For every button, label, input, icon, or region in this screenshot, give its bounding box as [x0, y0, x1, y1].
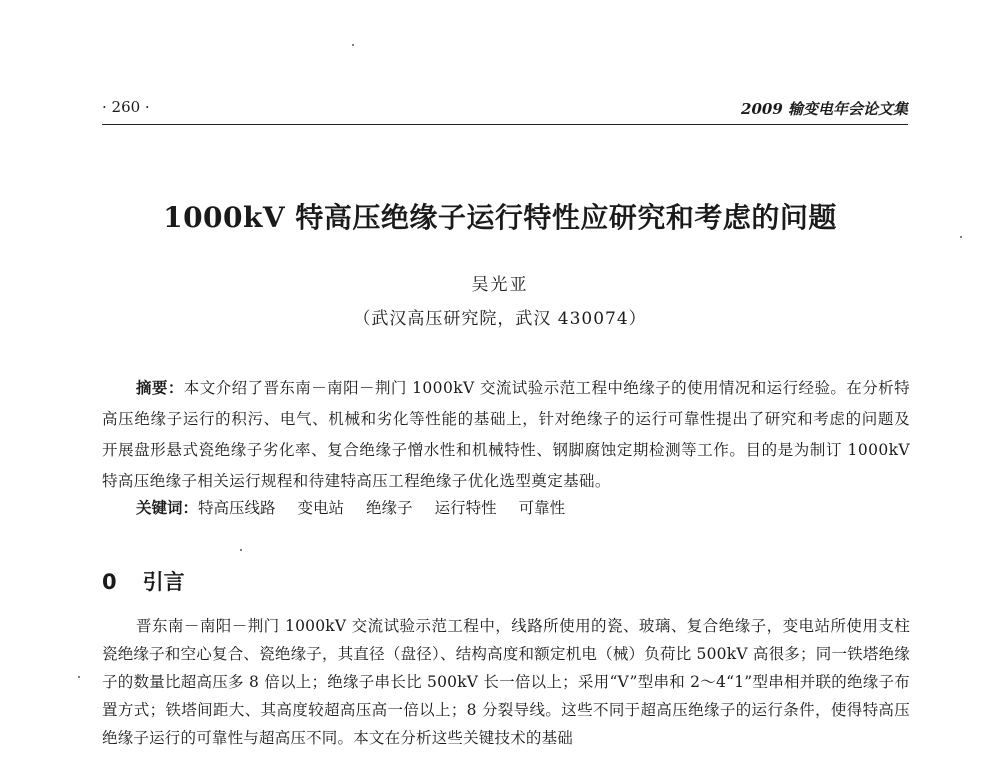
keywords [136, 496, 910, 520]
abstract [102, 372, 910, 497]
section-number: 0 [102, 570, 117, 594]
abstract-label: 摘要： [136, 378, 184, 397]
scan-speck [78, 676, 80, 678]
keyword-item: 绝缘子 [366, 499, 413, 517]
scan-speck [352, 44, 354, 46]
scan-speck [960, 236, 962, 238]
keyword-item: 运行特性 [434, 499, 497, 517]
keyword-item: 特高压线路 [198, 499, 276, 517]
keyword-item: 变电站 [297, 499, 345, 517]
author-affiliation: （武汉高压研究院，武汉 430074） [353, 309, 647, 329]
running-header [102, 98, 908, 120]
keyword-item: 可靠性 [518, 499, 566, 517]
section-title: 引言 [142, 570, 185, 594]
author-name: 吴光亚 [471, 275, 529, 295]
header-rule [102, 124, 908, 125]
paper-title: 1000kV 特高压绝缘子运行特性应研究和考虑的问题 [163, 201, 837, 234]
abstract-text: 本文介绍了晋东南－南阳－荆门 1000kV 交流试验示范工程中绝缘子的使用情况和运行经验。在分析特高压绝缘子运行的积污、电气、机械和劣化等性能的基础上，针对绝缘子的运行可靠性提出了研究和考虑的问题及开展盘形悬式瓷绝缘子劣化率、复合绝缘子憎水性和机械特性、钢脚腐蚀定期检测等工作。目的是为制订 1000kV 特高压绝缘子相关运行规程和待建特高压工程绝缘子优化选型奠定基础。 [102, 379, 910, 490]
journal-title: 2009 输变电年会论文集 [741, 100, 908, 118]
page-number: · 260 · [102, 98, 150, 116]
body-paragraph: 晋东南－南阳－荆门 1000kV 交流试验示范工程中，线路所使用的瓷、玻璃、复合绝缘子，变电站所使用支柱瓷绝缘子和空心复合、瓷绝缘子，其直径（盘径）、结构高度和额定机电（械）负荷比 500kV 高很多；同一铁塔绝缘子的数量比超高压多 8 倍以上；绝缘子串长比 500kV 长一倍以上；采用“V”型串和 2～4“1”型串相并联的绝缘子布置方式；铁塔间距大、其高度较超高压高一倍以上；8 分裂导线。这些不同于超高压绝缘子的运行条件，使得特高压绝缘子运行的可靠性与超高压不同。本文在分析这些关键技术的基础 [102, 617, 910, 747]
keywords-label: 关键词： [136, 498, 199, 517]
scan-speck [240, 549, 242, 551]
section-heading [102, 566, 185, 596]
